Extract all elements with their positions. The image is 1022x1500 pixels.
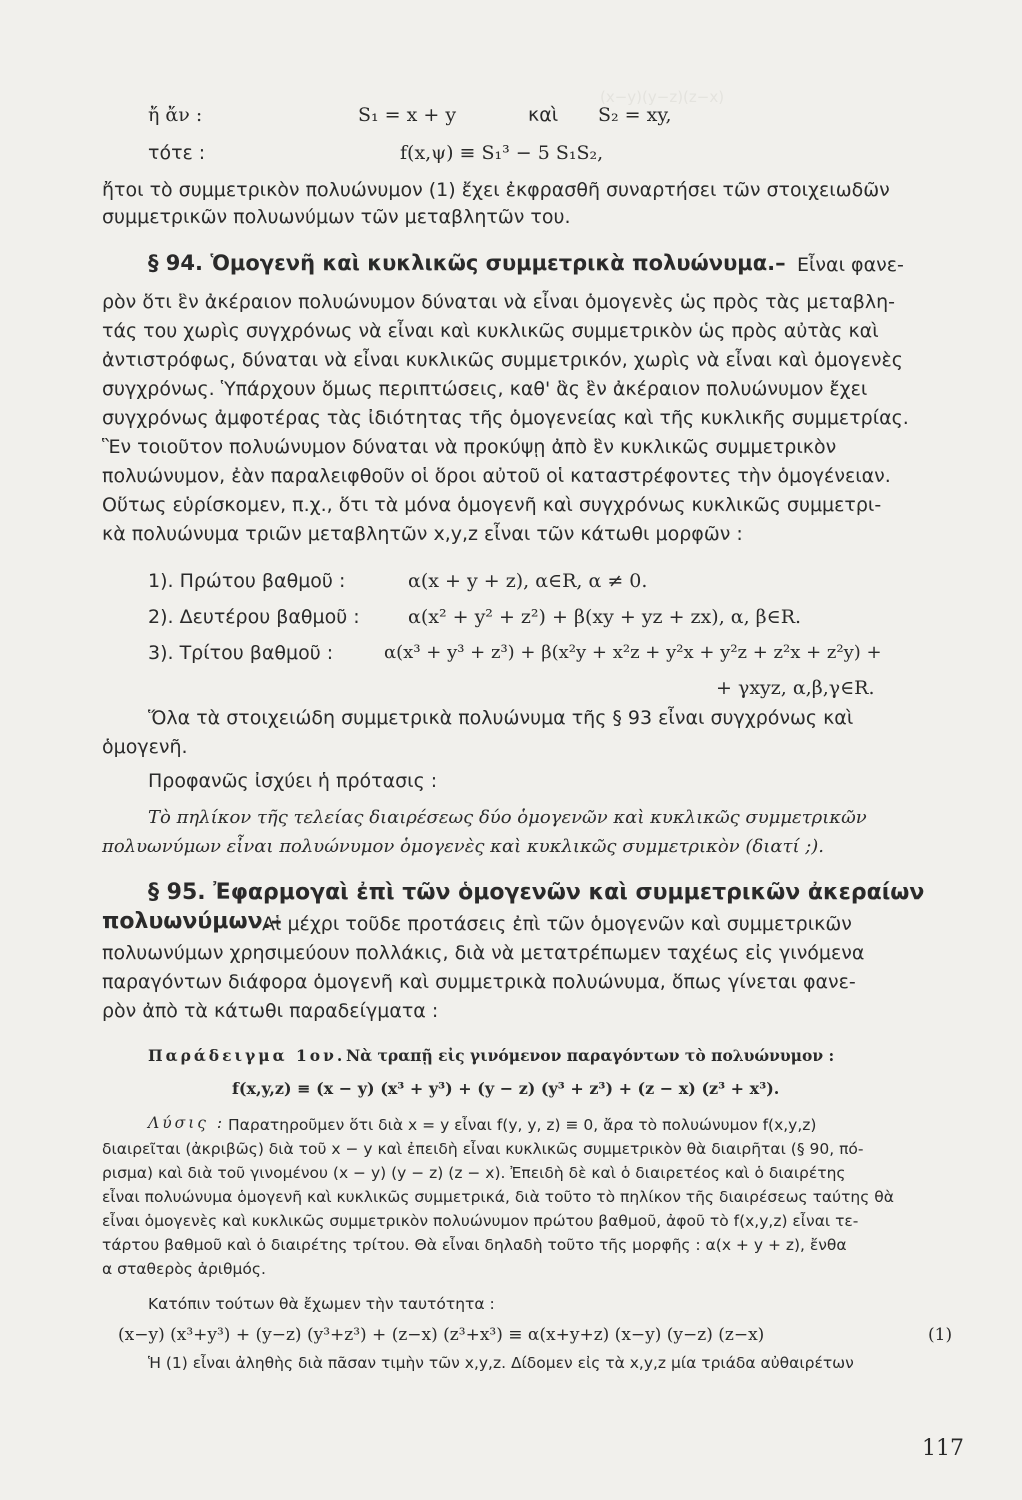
- s2-definition: S₂ = xy,: [598, 104, 672, 126]
- page-number: 117: [922, 1436, 964, 1461]
- section-94-line-3: ἀντιστρόφως, δύναται νὰ εἶναι κυκλικῶς συμμετρικόν, χωρὶς νὰ εἶναι καὶ ὁμογενὲς: [102, 349, 903, 371]
- section-94-title: § 94. Ὁμογενῆ καὶ κυκλικῶς συμμετρικὰ πολυώνυμα.–: [148, 251, 786, 275]
- conclusion-line-1: ἤτοι τὸ συμμετρικὸν πολυώνυμον (1) ἔχει ἐκφρασθῆ συναρτήσει τῶν στοιχειωδῶν: [102, 179, 890, 201]
- section-95-line-0: Αἱ μέχρι τοῦδε προτάσεις ἐπὶ τῶν ὁμογενῶν καὶ συμμετρικῶν: [262, 913, 852, 935]
- bleed-through: (x−y)(y−z)(z−x): [600, 88, 725, 106]
- section-94-line-4: συγχρόνως. Ὑπάρχουν ὅμως περιπτώσεις, καθ' ἃς ἓν ἀκέραιον πολυώνυμον ἔχει: [102, 378, 868, 400]
- solution-line-6: α σταθερὸς ἀριθμός.: [102, 1260, 266, 1278]
- conclusion-line-2: συμμετρικῶν πολυωνύμων τῶν μεταβλητῶν του.: [102, 206, 571, 228]
- f-definition: f(x,ψ) ≡ S₁³ − 5 S₁S₂,: [400, 142, 604, 164]
- solution-line-0: Παρατηροῦμεν ὅτι διὰ x = y εἶναι f(y, y, z) ≡ 0, ἄρα τὸ πολυώνυμον f(x,y,z): [228, 1116, 817, 1134]
- section-94-line-7: πολυώνυμον, ἐὰν παραλειφθοῦν οἱ ὅροι αὐτοῦ οἱ καταστρέφοντες τὴν ὁμογένειαν.: [102, 465, 891, 487]
- section-94-line-6: Ἓν τοιοῦτον πολυώνυμον δύναται νὰ προκύψῃ ἀπὸ ἓν κυκλικῶς συμμετρικὸν: [102, 436, 837, 458]
- example-task: Νὰ τραπῇ εἰς γινόμενον παραγόντων τὸ πολυώνυμον :: [346, 1046, 835, 1065]
- section-95-line-2: παραγόντων διάφορα ὁμογενῆ καὶ συμμετρικὰ πολυώνυμα, ὅπως γίνεται φανε-: [102, 971, 856, 993]
- solution-line-3: εἶναι πολυώνυμα ὁμογενῆ καὶ κυκλικῶς συμμετρικά, διὰ τοῦτο τὸ πηλίκον τῆς διαιρέσεως ταύτης θὰ: [102, 1188, 894, 1206]
- section-94-line-1: ρὸν ὅτι ἓν ἀκέραιον πολυώνυμον δύναται νὰ εἶναι ὁμογενὲς ὡς πρὸς τὰς μεταβλη-: [102, 291, 896, 313]
- s1-definition: S₁ = x + y: [358, 104, 457, 126]
- proposition-line-2: πολυωνύμων εἶναι πολυώνυμον ὁμογενὲς καὶ κυκλικῶς συμμετρικὸν (διατί ;).: [102, 836, 825, 857]
- degree-3-label: 3). Τρίτου βαθμοῦ :: [148, 642, 334, 664]
- section-95-title-line-1: § 95. Ἐφαρμογαὶ ἐπὶ τῶν ὁμογενῶν καὶ συμμετρικῶν ἀκεραίων: [148, 880, 925, 905]
- proposition-line-1: Τὸ πηλίκον τῆς τελείας διαιρέσεως δύο ὁμογενῶν καὶ κυκλικῶς συμμετρικῶν: [148, 807, 867, 828]
- solution-line-5: τάρτου βαθμοῦ καὶ ὁ διαιρέτης τρίτου. Θὰ εἶναι δηλαδὴ τοῦτο τῆς μορφῆς : α(x + y + z), ἔνθα: [102, 1236, 847, 1254]
- degree-3-continuation: + γxyz, α,β,γ∈R.: [716, 677, 875, 699]
- then-label: τότε :: [148, 142, 206, 164]
- then-identity-line: Κατόπιν τούτων θὰ ἔχωμεν τὴν ταυτότητα :: [148, 1295, 495, 1313]
- section-94-line-5: συγχρόνως ἀμφοτέρας τὰς ἰδιότητας τῆς ὁμογενείας καὶ τῆς κυκλικῆς συμμετρίας.: [102, 407, 909, 429]
- degree-1-expression: α(x + y + z), α∈R, α ≠ 0.: [408, 570, 648, 592]
- proposition-intro: Προφανῶς ἰσχύει ἡ πρότασις :: [148, 770, 438, 792]
- section-94-line-8: Οὕτως εὑρίσκομεν, π.χ., ὅτι τὰ μόνα ὁμογενῆ καὶ συγχρόνως κυκλικῶς συμμετρι-: [102, 494, 882, 516]
- and-word: καὶ: [528, 104, 559, 126]
- section-95-line-3: ρὸν ἀπὸ τὰ κάτωθι παραδείγματα :: [102, 1000, 439, 1022]
- section-95-title-line-2: πολυωνύμων.–: [102, 909, 282, 934]
- section-94-line-0: Εἶναι φανε-: [797, 254, 904, 276]
- solution-line-2: ρισμα) καὶ διὰ τοῦ γινομένου (x − y) (y − z) (z − x). Ἐπειδὴ δὲ καὶ ὁ διαιρετέος καὶ ὁ διαιρέτης: [102, 1164, 846, 1182]
- solution-line-4: εἶναι ὁμογενὲς καὶ κυκλικῶς συμμετρικὸν πολυώνυμον πρώτου βαθμοῦ, ἀφοῦ τὸ f(x,y,z) εἶναι τε-: [102, 1212, 859, 1230]
- degree-3-expression: α(x³ + y³ + z³) + β(x²y + x²z + y²x + y²z + z²x + z²y) +: [384, 642, 882, 663]
- if-label: ἤ ἄν :: [148, 104, 203, 126]
- degree-2-expression: α(x² + y² + z²) + β(xy + yz + zx), α, β∈R.: [408, 606, 802, 628]
- identity-formula: (x−y) (x³+y³) + (y−z) (y³+z³) + (z−x) (z³+x³) ≡ α(x+y+z) (x−y) (y−z) (z−x): [118, 1325, 765, 1345]
- solution-label: Λύσις :: [148, 1114, 226, 1132]
- example-formula: f(x,y,z) ≡ (x − y) (x³ + y³) + (y − z) (y³ + z³) + (z − x) (z³ + x³).: [232, 1079, 780, 1098]
- solution-line-1: διαιρεῖται (ἀκριβῶς) διὰ τοῦ x − y καὶ ἐπειδὴ εἶναι κυκλικῶς συμμετρικὸν θὰ διαιρῆται (§ 90, πό-: [102, 1140, 864, 1158]
- identity-number: (1): [928, 1325, 953, 1345]
- all-elementary-line-1: Ὅλα τὰ στοιχειώδη συμμετρικὰ πολυώνυμα τῆς § 93 εἶναι συγχρόνως καὶ: [148, 707, 854, 729]
- all-elementary-line-2: ὁμογενῆ.: [102, 736, 188, 758]
- last-line: Ἡ (1) εἶναι ἀληθὴς διὰ πᾶσαν τιμὴν τῶν x,y,z. Δίδομεν εἰς τὰ x,y,z μία τριάδα αὐθαιρέτων: [148, 1354, 854, 1372]
- degree-1-label: 1). Πρώτου βαθμοῦ :: [148, 570, 346, 592]
- degree-2-label: 2). Δευτέρου βαθμοῦ :: [148, 606, 360, 628]
- section-95-line-1: πολυωνύμων χρησιμεύουν πολλάκις, διὰ νὰ μετατρέπωμεν ταχέως εἰς γινόμενα: [102, 942, 865, 964]
- example-label: Παράδειγμα 1ον.: [148, 1046, 346, 1065]
- section-94-line-2: τάς του χωρὶς συγχρόνως νὰ εἶναι καὶ κυκλικῶς συμμετρικὸν ὡς πρὸς αὐτὰς καὶ: [102, 320, 879, 342]
- section-94-line-9: κὰ πολυώνυμα τριῶν μεταβλητῶν x,y,z εἶναι τῶν κάτωθι μορφῶν :: [102, 523, 743, 545]
